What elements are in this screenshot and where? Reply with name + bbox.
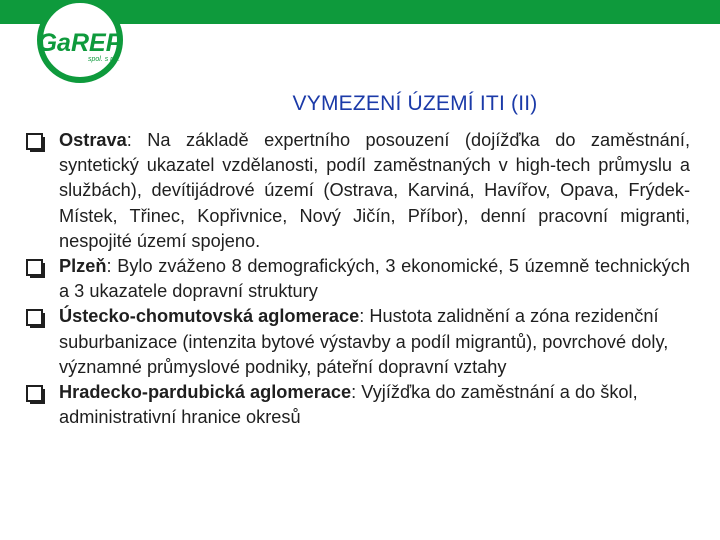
logo-subtitle: spol. s r.o. <box>87 56 121 63</box>
item-text: Na základě expertního posouzení (dojížďka do zaměstnání, syntetický ukazatel vzdělanosti, podíl zaměstnaných v high-tech průmyslu a službách), devítijádrové území (Ostrava, Karviná, Havířov, Opava, Frýdek-Místek, Třinec, Kopřivnice, Nový Jičín, Příbor), denní pracovní migranti, nespojité území spojeno. <box>59 130 690 251</box>
item-text: Hustota zalidnění a zóna rezidenční suburbanizace (intenzita bytové výstavby a podíl migrantů), povrchové doly, významné průmyslové podniky, páteřní dopravní vztahy <box>59 306 669 377</box>
company-logo <box>20 0 140 86</box>
item-term: Ústecko-chomutovská aglomerace <box>59 306 360 327</box>
checkbox-bullet-icon <box>26 309 43 326</box>
item-term: Hradecko-pardubická aglomerace <box>59 382 352 403</box>
logo-text: GaREP <box>37 29 123 57</box>
slide-title: VYMEZENÍ ÚZEMÍ ITI (II) <box>292 92 538 115</box>
list-item <box>26 380 690 430</box>
list-item <box>26 128 690 254</box>
item-term: Plzeň <box>59 256 107 277</box>
item-separator: : <box>106 256 112 277</box>
item-separator: : <box>126 130 132 150</box>
checkbox-bullet-icon <box>26 385 43 402</box>
checkbox-bullet-icon <box>26 133 43 150</box>
list-item <box>26 304 690 380</box>
item-separator: : <box>351 382 357 403</box>
bullet-list <box>26 128 690 430</box>
item-separator: : <box>359 306 365 327</box>
checkbox-bullet-icon <box>26 259 43 276</box>
item-text: Bylo zváženo 8 demografických, 3 ekonomické, 5 územně technických a 3 ukazatele dopravní struktury <box>59 256 690 302</box>
garep-logo-icon <box>20 0 140 86</box>
item-term: Ostrava <box>59 130 127 150</box>
list-item <box>26 254 690 304</box>
item-text: Vyjížďka do zaměstnání a do škol, administrativní hranice okresů <box>59 382 638 428</box>
